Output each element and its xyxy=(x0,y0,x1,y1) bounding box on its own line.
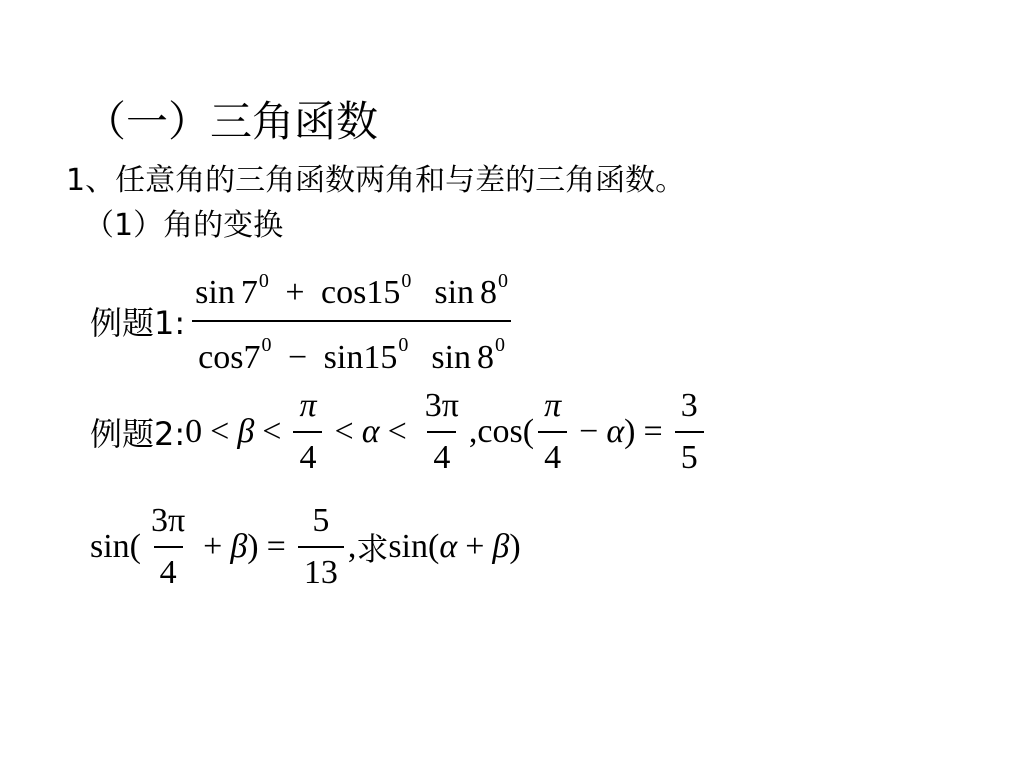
close-paren: ) xyxy=(247,528,259,565)
angle: 8 xyxy=(477,338,495,376)
comma: , xyxy=(468,413,478,450)
example-1 xyxy=(90,262,518,381)
equals: = xyxy=(643,413,663,450)
seek-label: 求 xyxy=(356,530,389,568)
example-1-numerator xyxy=(189,262,514,320)
less-than: < xyxy=(210,413,230,450)
degree-exponent: 0 xyxy=(498,270,509,292)
beta-symbol: β xyxy=(230,528,248,565)
denominator: 4 xyxy=(293,431,322,479)
minus-operator: − xyxy=(287,338,308,376)
degree-exponent: 0 xyxy=(495,334,506,357)
denominator: 5 xyxy=(675,431,704,479)
denominator: 4 xyxy=(538,431,567,479)
plus-operator: + xyxy=(465,528,485,565)
degree-exponent: 0 xyxy=(398,334,409,357)
example-2 xyxy=(90,385,708,479)
numerator: π xyxy=(544,387,562,424)
close-paren: ) xyxy=(624,413,636,450)
comma: , xyxy=(347,528,357,565)
func-cos-open: cos( xyxy=(477,413,535,450)
alpha-symbol: α xyxy=(361,413,380,450)
angle: 8 xyxy=(480,274,498,312)
numerator: 3π xyxy=(424,387,459,424)
func-sin: sin xyxy=(431,338,472,376)
example-1-label: 例题1: xyxy=(90,304,186,343)
close-paren: ) xyxy=(509,528,521,565)
func-sin-open: sin( xyxy=(90,528,141,565)
func-sin: sin xyxy=(323,338,364,376)
three-pi-over-4 xyxy=(145,500,191,594)
pi-over-4 xyxy=(538,385,567,479)
func-sin-open: sin( xyxy=(388,528,440,565)
numerator: 5 xyxy=(312,502,330,539)
degree-exponent: 0 xyxy=(258,270,269,292)
minus-operator: − xyxy=(579,413,599,450)
plus-operator: + xyxy=(203,528,223,565)
numerator: π xyxy=(299,387,317,424)
example-2-continued xyxy=(90,500,521,594)
degree-exponent: 0 xyxy=(261,334,272,357)
example-2-label: 例题2: xyxy=(90,415,186,453)
angle: 7 xyxy=(240,274,258,312)
alpha-symbol: α xyxy=(439,528,458,565)
topic-point: 1、任意角的三角函数两角和与差的三角函数。 xyxy=(66,163,686,198)
numerator: 3π xyxy=(151,502,186,539)
func-sin: sin xyxy=(434,274,475,312)
numerator: 3 xyxy=(680,387,698,424)
example-1-denominator xyxy=(192,320,511,380)
plus-operator: + xyxy=(285,274,305,312)
section-title: （一）三角函数 xyxy=(84,97,379,146)
alpha-symbol: α xyxy=(606,413,625,450)
subtopic: （1）角的变换 xyxy=(84,208,284,243)
less-than: < xyxy=(262,413,282,450)
func-sin: sin xyxy=(195,274,235,312)
equals: = xyxy=(266,528,286,565)
angle: 15 xyxy=(363,338,398,376)
three-fifths xyxy=(675,385,704,479)
pi-over-4 xyxy=(293,385,322,479)
beta-symbol: β xyxy=(237,413,255,450)
less-than: < xyxy=(387,413,407,450)
three-pi-over-4 xyxy=(419,385,465,479)
denominator: 13 xyxy=(298,546,344,594)
func-cos: cos xyxy=(321,274,367,312)
angle: 15 xyxy=(366,274,401,312)
func-cos: cos xyxy=(198,338,244,376)
beta-symbol: β xyxy=(492,528,510,565)
example-1-fraction xyxy=(189,262,514,381)
degree-exponent: 0 xyxy=(401,270,412,292)
denominator: 4 xyxy=(427,431,456,479)
denominator: 4 xyxy=(154,546,183,594)
zero: 0 xyxy=(185,413,203,450)
five-thirteenths xyxy=(298,500,344,594)
less-than: < xyxy=(334,413,354,450)
angle: 7 xyxy=(243,338,261,376)
